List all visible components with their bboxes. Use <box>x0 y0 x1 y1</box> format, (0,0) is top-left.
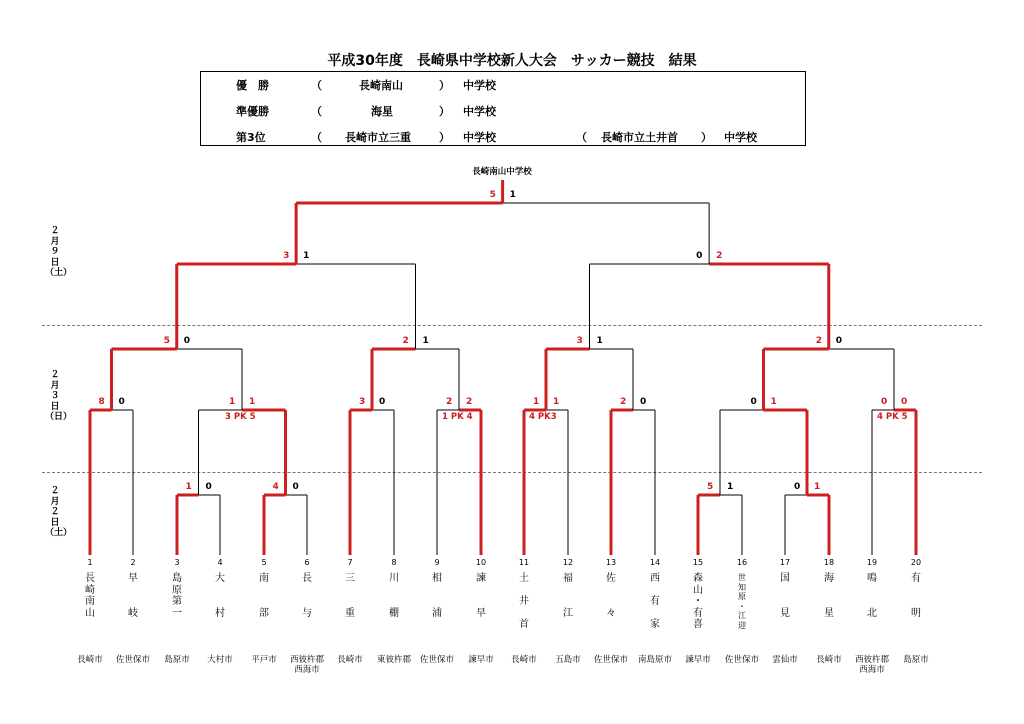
paren-close: ） <box>439 79 450 92</box>
team-number: 9 <box>434 558 440 567</box>
r1_3-score-left: 5 <box>707 482 714 492</box>
team-number: 18 <box>823 558 835 567</box>
champion-label: 長崎南山中学校 <box>472 167 532 177</box>
r2_5-score-left: 1 <box>533 397 540 407</box>
r2_3-score-left: 3 <box>359 397 366 407</box>
runnerup-label: 準優勝 <box>236 105 269 118</box>
team-city: 島原市 <box>164 655 190 665</box>
r2_2-score-right: 1 <box>249 397 256 407</box>
team-name: 南 部 <box>259 573 269 619</box>
team-name: 大 村 <box>215 573 225 619</box>
page-title: 平成30年度 長崎県中学校新人大会 サッカー競技 結果 <box>327 53 697 69</box>
third-suffix-1: 中学校 <box>463 131 496 144</box>
team-name: 長 与 <box>302 573 312 619</box>
r1_2-score-right: 0 <box>292 482 299 492</box>
paren-close: ） <box>439 105 450 118</box>
qf2-score-right: 1 <box>422 336 429 346</box>
team-city: 佐世保市 <box>724 655 759 665</box>
r1_3-score-right: 1 <box>727 482 734 492</box>
team-number: 2 <box>130 558 136 567</box>
team-city: 平戸市 <box>251 655 277 665</box>
team-number: 19 <box>866 558 878 567</box>
team-city: 諫早市 <box>685 655 711 665</box>
r2_4-score-right: 2 <box>466 397 473 407</box>
team-number: 1 <box>87 558 93 567</box>
team-city: 雲仙市 <box>772 655 798 665</box>
team-city: 長崎市 <box>337 655 363 665</box>
third-label: 第3位 <box>236 131 266 144</box>
team-number: 5 <box>261 558 267 567</box>
team-name: 島 原 第 一 <box>172 573 182 619</box>
qf1-score-right: 0 <box>183 336 191 346</box>
team-city: 大村市 <box>207 655 233 665</box>
team-city: 西彼杵郡 西海市 <box>854 655 889 675</box>
paren-open: （ <box>311 131 322 144</box>
team-name: 相 浦 <box>432 573 442 619</box>
qf2-score-left: 2 <box>402 336 409 346</box>
team-city: 諫早市 <box>468 655 494 665</box>
team-name: 川 棚 <box>389 573 399 619</box>
team-number: 14 <box>649 558 661 567</box>
third-name-1: 長崎市立三重 <box>345 131 411 144</box>
team-number: 10 <box>475 558 487 567</box>
paren-open: （ <box>576 131 587 144</box>
team-name: 森 山 ・ 有 喜 <box>693 573 703 630</box>
r2_3-score-right: 0 <box>379 397 386 407</box>
r2_4-pk-result: 1 PK 4 <box>442 412 473 422</box>
r2_6-score-right: 0 <box>640 397 647 407</box>
qf3-score-left: 3 <box>576 336 583 346</box>
r2_6-score-left: 2 <box>620 397 627 407</box>
team-city: 長崎市 <box>77 655 103 665</box>
qf4-score-left: 2 <box>815 336 823 346</box>
qf1-score-left: 5 <box>163 336 171 346</box>
r2_2-score-left: 1 <box>229 397 236 407</box>
team-name: 三 重 <box>345 573 355 619</box>
date-feb9: ２ 月 ９ 日 （土） <box>45 226 73 278</box>
r2_5-score-right: 1 <box>553 397 560 407</box>
r2_4-score-left: 2 <box>446 397 453 407</box>
team-city: 東彼杵郡 <box>376 655 411 665</box>
r2_5-pk-result: 4 PK3 <box>529 412 557 422</box>
team-name: 佐 々 <box>606 573 616 619</box>
runnerup-suffix: 中学校 <box>463 105 496 118</box>
r1_4-score-right: 1 <box>814 482 821 492</box>
qf3-score-right: 1 <box>596 336 603 346</box>
team-city: 西彼杵郡 西海市 <box>289 655 324 675</box>
date-feb3: ２ 月 ３ 日 （日） <box>45 370 73 422</box>
team-number: 15 <box>692 558 704 567</box>
team-city: 長崎市 <box>816 655 842 665</box>
team-name: 土 井 首 <box>519 573 529 630</box>
team-number: 8 <box>391 558 397 567</box>
team-number: 7 <box>347 558 353 567</box>
sf2-score-right: 2 <box>716 251 723 261</box>
winner-suffix: 中学校 <box>463 79 496 92</box>
r2_8-pk-result: 4 PK 5 <box>877 412 908 422</box>
r2_1-score-left: 8 <box>98 397 105 407</box>
team-number: 11 <box>518 558 530 567</box>
team-number: 16 <box>736 558 748 567</box>
date-feb2: ２ 月 ２ 日 （土） <box>45 486 73 538</box>
r2_8-score-left: 0 <box>881 397 888 407</box>
final-score-right: 1 <box>509 190 516 200</box>
team-name: 有 明 <box>911 573 921 619</box>
team-number: 13 <box>605 558 617 567</box>
team-name: 福 江 <box>563 573 573 619</box>
team-city: 佐世保市 <box>593 655 628 665</box>
team-name: 鳴 北 <box>867 573 877 619</box>
team-number: 4 <box>217 558 223 567</box>
team-number: 17 <box>779 558 791 567</box>
r2_2-pk-result: 3 PK 5 <box>225 412 256 422</box>
team-number: 12 <box>562 558 574 567</box>
team-name: 早 岐 <box>128 573 138 619</box>
team-city: 長崎市 <box>511 655 537 665</box>
third-suffix-2: 中学校 <box>724 131 757 144</box>
r1_2-score-left: 4 <box>272 482 279 492</box>
team-city: 南島原市 <box>637 655 672 665</box>
team-number: 20 <box>910 558 922 567</box>
paren-close: ） <box>701 131 712 144</box>
paren-open: （ <box>311 79 322 92</box>
team-name: 海 星 <box>824 573 834 619</box>
r2_8-score-right: 0 <box>901 397 908 407</box>
qf4-score-right: 0 <box>835 336 843 346</box>
team-number: 3 <box>174 558 180 567</box>
sf2-score-left: 0 <box>696 251 703 261</box>
r1_4-score-left: 0 <box>794 482 801 492</box>
team-name: 西 有 家 <box>650 573 660 630</box>
team-name: 国 見 <box>780 573 790 619</box>
team-city: 島原市 <box>903 655 929 665</box>
team-name: 世 知 原 ・ 江 迎 <box>738 573 746 630</box>
team-name: 長 崎 南 山 <box>85 573 95 619</box>
paren-close: ） <box>439 131 450 144</box>
team-city: 佐世保市 <box>419 655 454 665</box>
final-score-left: 5 <box>489 190 496 200</box>
team-number: 6 <box>304 558 310 567</box>
r1_1-score-right: 0 <box>205 482 212 492</box>
team-city: 五島市 <box>555 655 581 665</box>
winner-label: 優 勝 <box>236 79 269 92</box>
r1_1-score-left: 1 <box>185 482 192 492</box>
team-name: 諫 早 <box>476 573 486 619</box>
r2_1-score-right: 0 <box>118 397 125 407</box>
sf1-score-left: 3 <box>283 251 290 261</box>
r2_7-score-right: 1 <box>770 397 777 407</box>
winner-name: 長崎南山 <box>359 79 403 92</box>
third-name-2: 長崎市立土井首 <box>601 131 678 144</box>
team-city: 佐世保市 <box>115 655 150 665</box>
r2_7-score-left: 0 <box>750 397 757 407</box>
runnerup-name: 海星 <box>371 105 393 118</box>
paren-open: （ <box>311 105 322 118</box>
sf1-score-right: 1 <box>303 251 310 261</box>
